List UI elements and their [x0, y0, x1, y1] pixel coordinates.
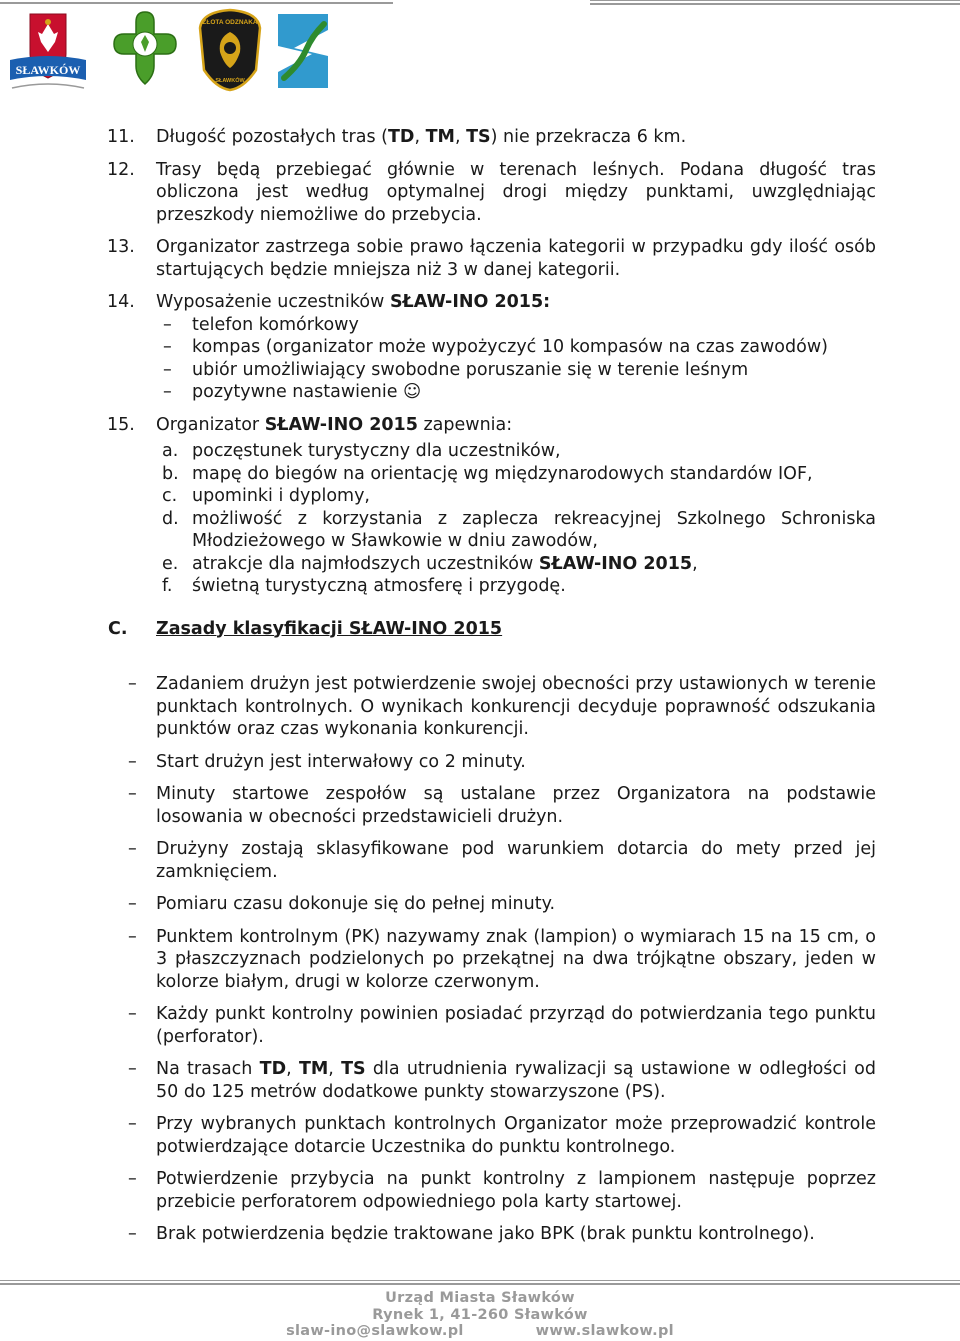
provision-item: b. mapę do biegów na orientację wg międzynarodowych standardów IOF,	[162, 463, 813, 484]
equipment-item: – telefon komórkowy	[163, 314, 359, 335]
classification-rule: – Punktem kontrolnym (PK) nazywamy znak (lampion) o wymiarach 15 na 15 cm, o 3 płaszczyznach podzielonych po przekątnej na dwa trójkątne obszary, jeden w kolorze białym, drugi w kolorze czerwonym.	[128, 926, 876, 992]
classification-rule: – Start drużyn jest interwałowy co 2 minuty.	[128, 751, 526, 772]
rule-item-13: 13. Organizator zastrzega sobie prawo łączenia kategorii w przypadku gdy ilość osób startujących będzie mniejsza niż 3 w danej kategorii.	[107, 237, 876, 280]
provision-item: d. możliwość z korzystania z zaplecza rekreacyjnej Szkolnego Schroniska Młodzieżowego w Sławkowie w dniu zawodów,	[162, 508, 876, 551]
equipment-item: – pozytywne nastawienie ☺	[163, 382, 422, 402]
equipment-item: – ubiór umożliwiający swobodne poruszanie się w terenie leśnym	[163, 359, 749, 380]
provision-item: c. upominki i dyplomy,	[162, 486, 370, 506]
header-rule-left	[0, 2, 393, 4]
zhp-scout-cross-logo	[110, 8, 180, 88]
classification-rule: – Brak potwierdzenia będzie traktowane jako BPK (brak punktu kontrolnego).	[128, 1224, 815, 1244]
rule-item-12: 12. Trasy będą przebiegać głównie w terenach leśnych. Podana długość tras obliczona jest według optymalnej drogi między punktami, uwzględniając przeszkody niemożliwe do przebycia.	[107, 159, 876, 225]
provision-item: a. poczęstunek turystyczny dla uczestników,	[162, 441, 561, 461]
classification-rule: – Przy wybranych punktach kontrolnych Organizator może przeprowadzić kontrole potwierdzające dotarcie Uczestnika do punktu kontrolnego.	[128, 1114, 876, 1157]
footer-email-link[interactable]: slaw-ino@slawkow.pl	[286, 1323, 464, 1339]
item-number: 12.	[107, 159, 135, 180]
page-footer	[0, 1290, 960, 1340]
provision-item: e. atrakcje dla najmłodszych uczestników SŁAW-INO 2015,	[162, 553, 698, 574]
item-number: 15.	[107, 414, 135, 435]
section-c-heading: C. Zasady klasyfikacji SŁAW-INO 2015	[108, 618, 503, 639]
svg-text:SŁAWKÓW: SŁAWKÓW	[15, 63, 81, 77]
header-rule-right	[590, 0, 960, 5]
classification-rule: – Potwierdzenie przybycia na punkt kontrolny z lampionem następuje poprzez przebicie perforatorem odpowiedniego pola karty startowej.	[128, 1169, 876, 1212]
rule-item-14: 14. Wyposażenie uczestników SŁAW-INO 2015:	[107, 292, 551, 312]
classification-rule: – Drużyny zostają sklasyfikowane pod warunkiem dotarcia do mety przed jej zamknięciem.	[128, 839, 876, 882]
footer-office-name: Urząd Miasta Sławków	[385, 1290, 575, 1306]
footer-address: Rynek 1, 41-260 Sławków	[372, 1306, 588, 1323]
s-letter-logo	[272, 8, 334, 94]
classification-rule: – Na trasach TD, TM, TS dla utrudnienia rywalizacji są ustawione w odległości od 50 do 125 metrów dodatkowe punkty stowarzyszone (PS).	[128, 1059, 876, 1102]
rule-item-15: 15. Organizator SŁAW-INO 2015 zapewnia:	[107, 414, 513, 435]
classification-rule: – Minuty startowe zespołów są ustalane przez Organizatora na podstawie losowania w obecności przedstawicieli drużyn.	[128, 784, 876, 827]
footer-rule	[0, 1280, 960, 1285]
rule-item-11: 11. Długość pozostałych tras (TD, TM, TS) nie przekracza 6 km.	[107, 127, 687, 147]
classification-rule: – Pomiaru czasu dokonuje się do pełnej minuty.	[128, 894, 556, 914]
document-body	[0, 126, 960, 1246]
equipment-item: – kompas (organizator może wypożyczyć 10 kompasów na czas zawodów)	[163, 337, 828, 357]
item-number: 14.	[107, 292, 135, 312]
slawkow-coat-of-arms-logo	[8, 8, 88, 96]
zlota-odznaka-badge-logo	[196, 8, 264, 92]
provision-item: f. świetną turystyczną atmosferę i przygodę.	[162, 576, 566, 596]
classification-rule: – Każdy punkt kontrolny powinien posiadać przyrząd do potwierdzania tego punktu (perforator).	[128, 1004, 876, 1047]
item-number: 13.	[107, 237, 135, 257]
svg-text:ZŁOTA ODZNAKA: ZŁOTA ODZNAKA	[202, 19, 258, 26]
svg-text:SŁAWKÓW: SŁAWKÓW	[215, 78, 245, 84]
classification-rule: – Zadaniem drużyn jest potwierdzenie swojej obecności przy ustawionych w terenie punktach kontrolnych. O wynikach konkurencji decyduje poprawność odszukania punktów oraz czas wykonania konkurencji.	[128, 674, 876, 739]
footer-website-link[interactable]: www.slawkow.pl	[535, 1323, 674, 1339]
item-number: 11.	[107, 127, 135, 147]
page-header	[0, 0, 960, 100]
